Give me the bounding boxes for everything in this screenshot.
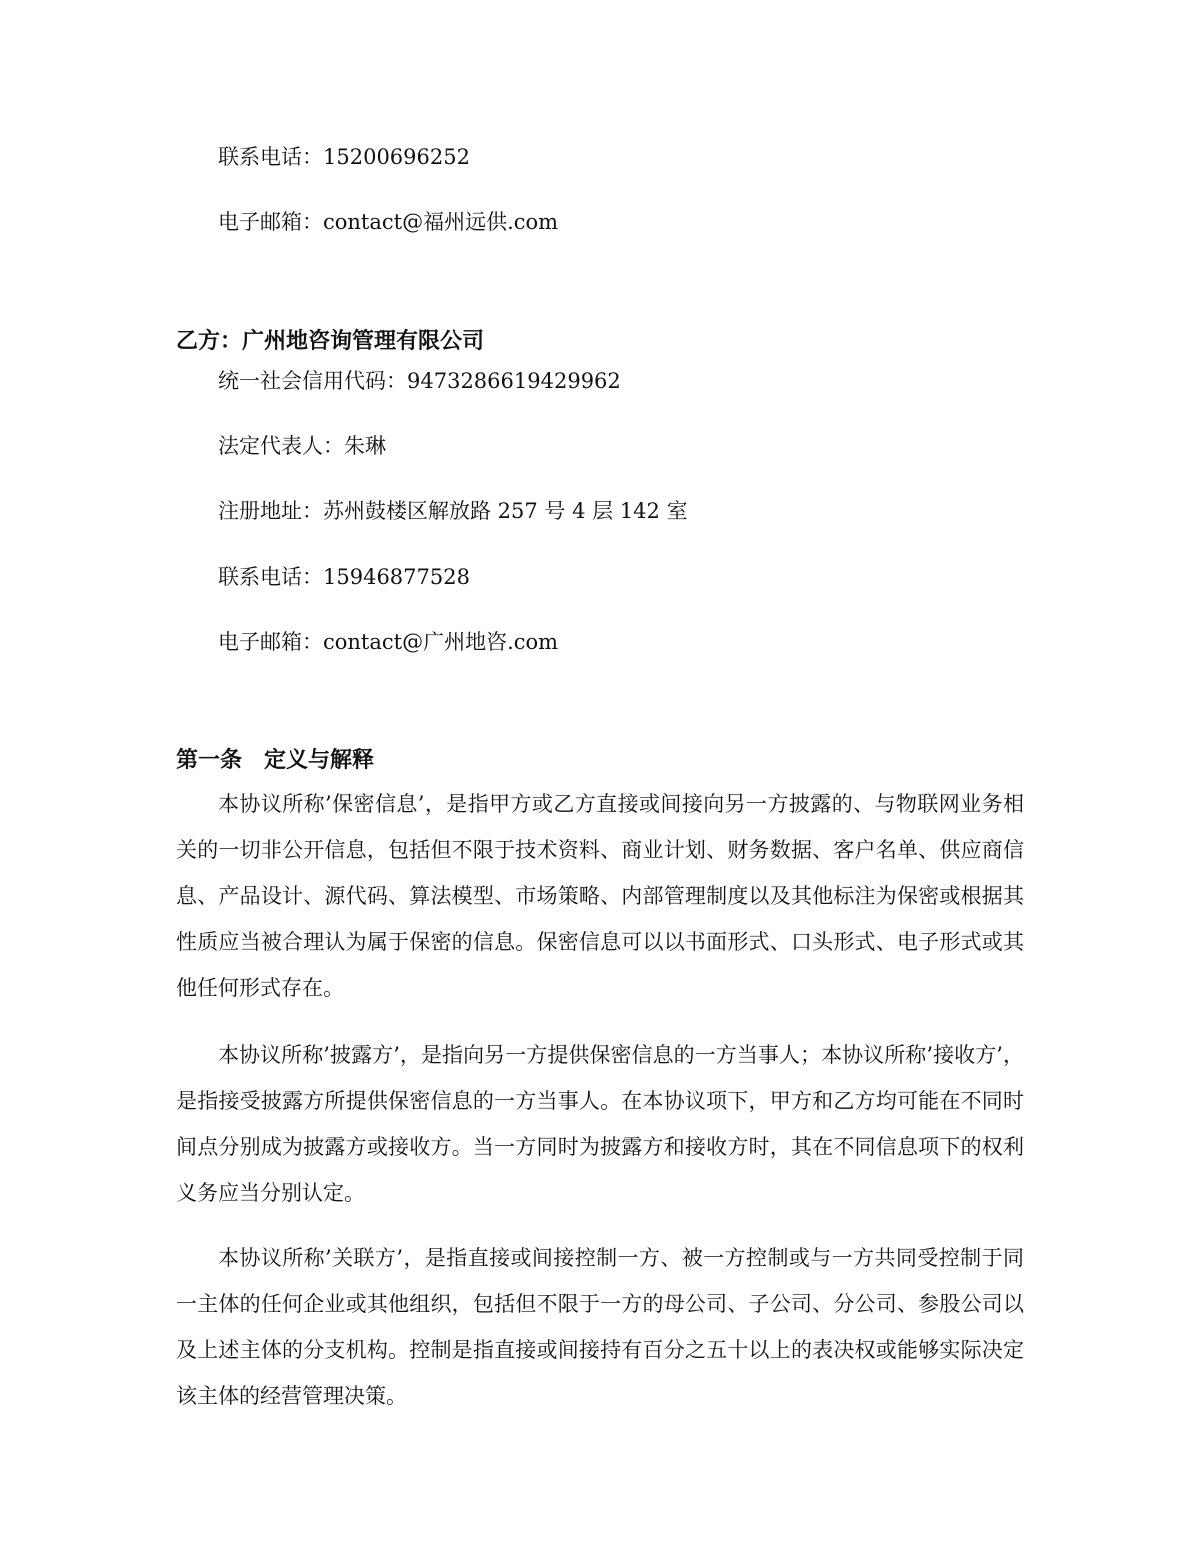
party-b-address: 注册地址：苏州鼓楼区解放路 257 号 4 层 142 室: [218, 499, 688, 523]
article-1-paragraph: 本协议所称’保密信息’，是指甲方或乙方直接或间接向另一方披露的、与物联网业务相关的一切非公开信息，包括但不限于技术资料、商业计划、财务数据、客户名单、供应商信息、产品设计、源代码、算法模型、市场策略、内部管理制度以及其他标注为保密或根据其性质应当被合理认为属于保密的信息。保密信息可以以书面形式、口头形式、电子形式或其他任何形式存在。: [176, 792, 1024, 1000]
party-b-email: 电子邮箱：contact@广州地咨.com: [218, 630, 559, 654]
article-1-paragraph: 本协议所称’披露方’，是指向另一方提供保密信息的一方当事人；本协议所称’接收方’，是指接受披露方所提供保密信息的一方当事人。在本协议项下，甲方和乙方均可能在不同时间点分别成为披露方或接收方。当一方同时为披露方和接收方时，其在不同信息项下的权利义务应当分别认定。: [176, 1043, 1024, 1205]
party-a-email: 电子邮箱：contact@福州远供.com: [218, 210, 559, 234]
party-b-heading: 乙方：广州地咨询管理有限公司: [176, 329, 485, 354]
party-b-legal-rep: 法定代表人：朱琳: [218, 434, 386, 458]
article-1-heading: 第一条 定义与解释: [176, 748, 375, 773]
article-1-paragraph: 本协议所称’关联方’，是指直接或间接控制一方、被一方控制或与一方共同受控制于同一主体的任何企业或其他组织，包括但不限于一方的母公司、子公司、分公司、参股公司以及上述主体的分支机构。控制是指直接或间接持有百分之五十以上的表决权或能够实际决定该主体的经营管理决策。: [176, 1246, 1024, 1408]
party-b-phone: 联系电话：15946877528: [218, 565, 470, 589]
party-a-phone: 联系电话：15200696252: [218, 145, 470, 169]
party-b-credit-code: 统一社会信用代码：9473286619429962: [218, 369, 621, 393]
